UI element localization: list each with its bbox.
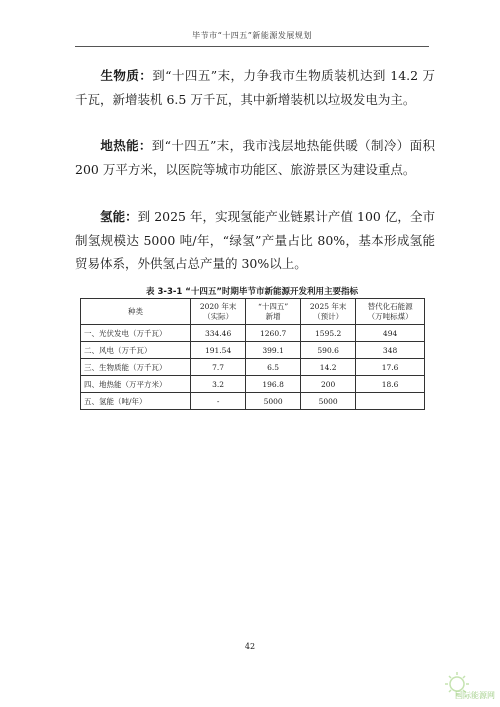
indicators-table	[80, 298, 425, 410]
paragraph-hydrogen	[75, 205, 435, 276]
table-cell: 191.54	[191, 342, 246, 359]
table-cell: 5000	[246, 393, 301, 410]
table-cell: 三、生物质能（万千瓦）	[81, 359, 191, 376]
paragraph-text: 到“十四五”末，我市浅层地热能供暖（制冷）面积 200 万平方米，以医院等城市功能区、旅游景区为建设重点。	[75, 138, 435, 177]
table-cell: 14.2	[301, 359, 356, 376]
table-cell: 494	[356, 325, 425, 342]
table-row	[81, 325, 425, 342]
table-row	[81, 359, 425, 376]
table-cell: 399.1	[246, 342, 301, 359]
table-cell	[356, 393, 425, 410]
header-cell-new: “十四五” 新增	[246, 299, 301, 325]
paragraph-label: 氢能：	[100, 209, 138, 224]
table-cell: 7.7	[191, 359, 246, 376]
table-cell: 1260.7	[246, 325, 301, 342]
header-cell-fossil-replacement: 替代化石能源 （万吨标煤）	[356, 299, 425, 325]
table-cell: 17.6	[356, 359, 425, 376]
watermark-text: 国际能源网	[455, 691, 495, 700]
paragraph-label: 生物质：	[100, 68, 153, 83]
header-cell-2025: 2025 年末 （预计）	[301, 299, 356, 325]
paragraph-geothermal	[75, 134, 435, 181]
table-cell: 五、氢能（吨/年）	[81, 393, 191, 410]
table-cell: 590.6	[301, 342, 356, 359]
page-number: 42	[244, 642, 256, 651]
table-header-row	[81, 299, 425, 325]
table-cell: 18.6	[356, 376, 425, 393]
table-caption: 表 3-3-1 “十四五”时期毕节市新能源开发利用主要指标	[146, 287, 358, 297]
table-cell: -	[191, 393, 246, 410]
paragraph-text: 到 2025 年，实现氢能产业链累计产值 100 亿，全市制氢规模达 5000 吨/年，“绿氢”产量占比 80%，基本形成氢能贸易体系，外供氢占总产量的 30%以上。	[75, 209, 435, 271]
table-cell: 3.2	[191, 376, 246, 393]
header-rule	[75, 46, 429, 47]
table-cell: 348	[356, 342, 425, 359]
paragraph-label: 地热能：	[100, 138, 152, 153]
table-cell: 1595.2	[301, 325, 356, 342]
table-row	[81, 342, 425, 359]
header-cell-2020: 2020 年末 （实际）	[191, 299, 246, 325]
table-cell: 四、地热能（万平方米）	[81, 376, 191, 393]
table-cell: 196.8	[246, 376, 301, 393]
paragraph-biomass	[75, 64, 435, 111]
table-cell: 一、光伏发电（万千瓦）	[81, 325, 191, 342]
table-cell: 6.5	[246, 359, 301, 376]
running-header: 毕节市“十四五”新能源发展规划	[192, 31, 312, 40]
table-cell: 二、风电（万千瓦）	[81, 342, 191, 359]
table-cell: 200	[301, 376, 356, 393]
table-cell: 334.46	[191, 325, 246, 342]
paragraph-text: 到“十四五”末，力争我市生物质装机达到 14.2 万千瓦，新增装机 6.5 万千瓦，其中新增装机以垃圾发电为主。	[75, 68, 435, 107]
header-cell-type: 种类	[81, 299, 191, 325]
table-row	[81, 376, 425, 393]
table-cell: 5000	[301, 393, 356, 410]
table-row	[81, 393, 425, 410]
